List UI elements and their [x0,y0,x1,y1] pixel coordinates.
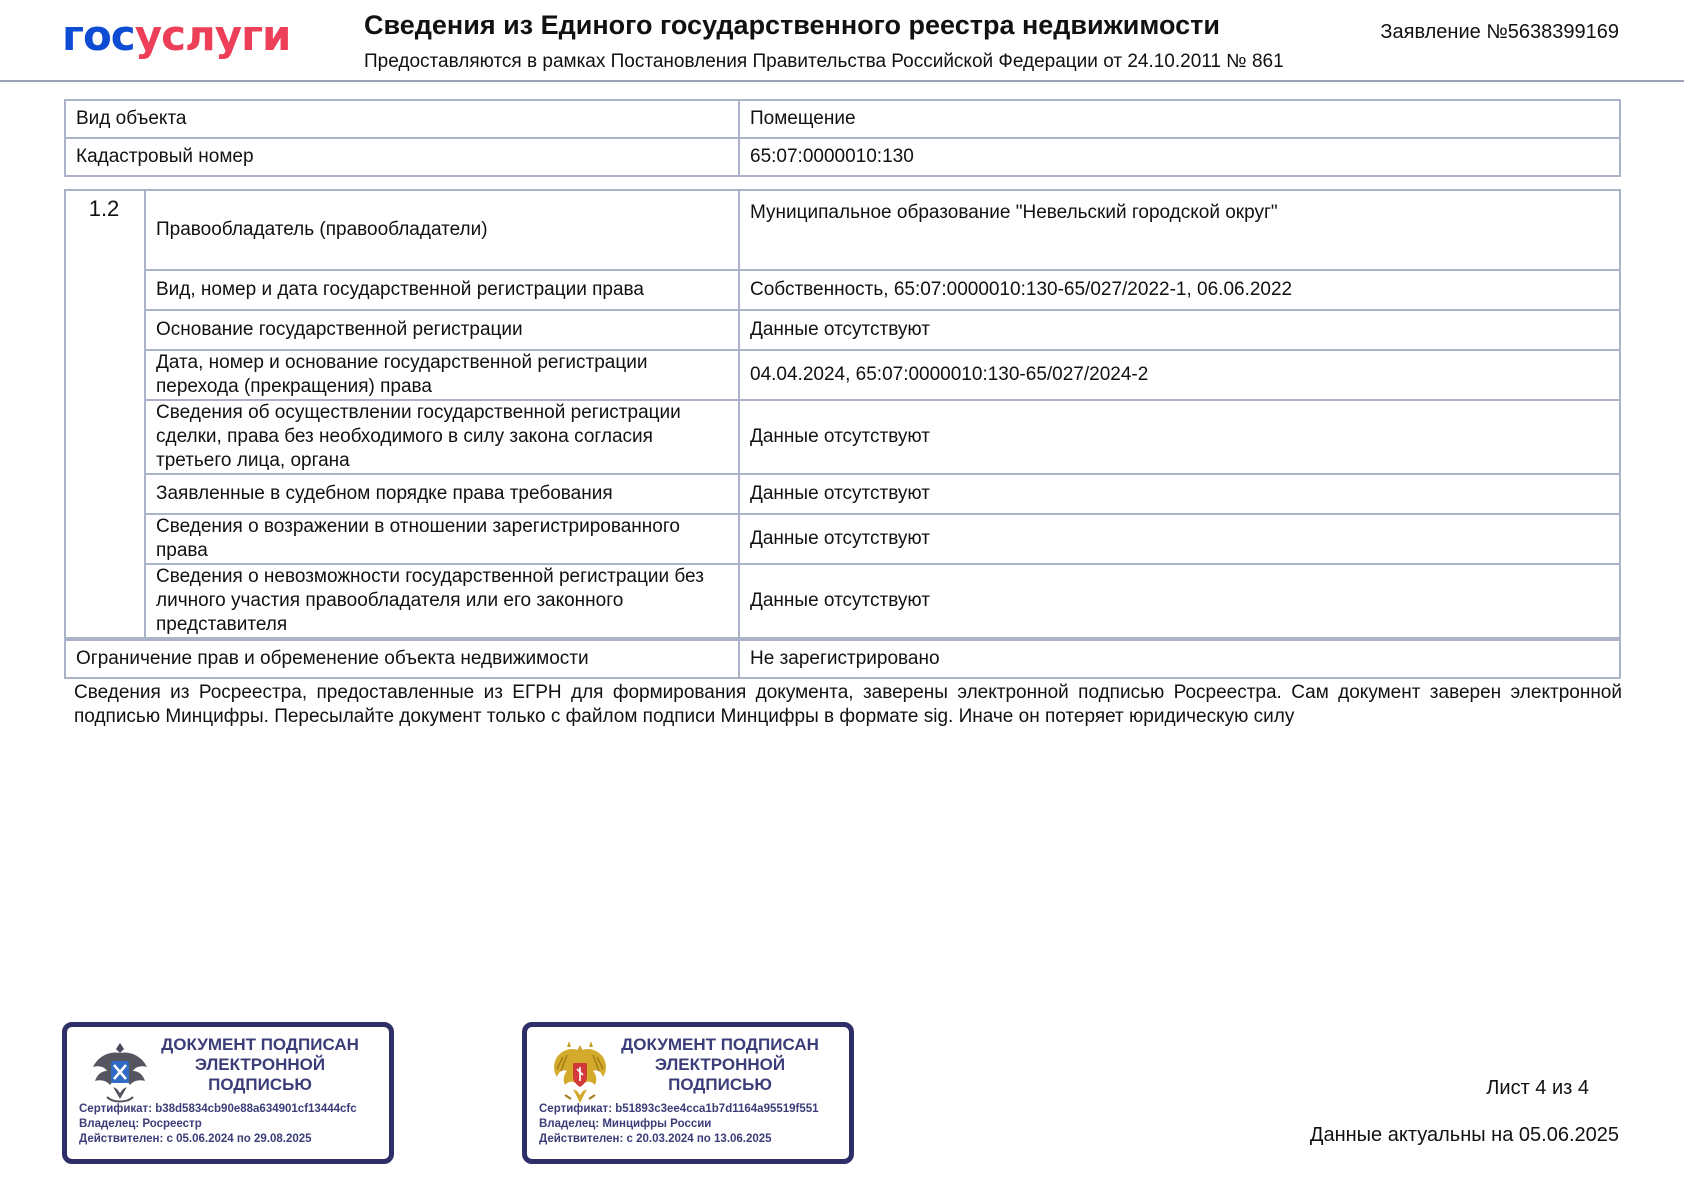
row-value: Собственность, 65:07:0000010:130-65/027/2022-1, 06.06.2022 [739,270,1620,310]
rights-table [64,189,1621,639]
stamp-title-line: ПОДПИСЬЮ [208,1075,312,1094]
document-header [0,0,1684,82]
object-type-label: Вид объекта [65,100,739,138]
stamp-owner: Владелец: Минцифры России [539,1118,712,1130]
stamp-certificate: Сертификат: b51893c3ee4cca1b7d1164a95519f551 [539,1103,819,1115]
rosreestr-eagle-icon [89,1037,151,1109]
row-label: Дата, номер и основание государственной регистрации перехода (прекращения) права [145,350,739,400]
section-number-cell [65,190,145,638]
row-value: Муниципальное образование "Невельский городской округ" [739,190,1620,270]
document-subtitle: Предоставляются в рамках Постановления Правительства Российской Федерации от 24.10.2011 № 861 [364,51,1284,72]
table-row [65,640,1620,678]
signature-stamp-mintsifry [522,1022,854,1164]
stamp-owner: Владелец: Росреестр [79,1118,202,1130]
row-value: 04.04.2024, 65:07:0000010:130-65/027/2024-2 [739,350,1620,400]
stamp-validity: Действителен: с 05.06.2024 по 29.08.2025 [79,1133,312,1145]
object-table [64,99,1621,177]
row-value: Данные отсутствуют [739,474,1620,514]
row-label: Вид, номер и дата государственной регистрации права [145,270,739,310]
table-row [65,474,1620,514]
row-label: Основание государственной регистрации [145,310,739,350]
row-label: Заявленные в судебном порядке права требования [145,474,739,514]
table-row [65,514,1620,564]
row-value: Данные отсутствуют [739,514,1620,564]
table-row [65,400,1620,474]
stamp-validity: Действителен: с 20.03.2024 по 13.06.2025 [539,1133,772,1145]
object-type-value: Помещение [739,100,1620,138]
table-row [65,350,1620,400]
table-row [65,564,1620,638]
stamp-title-line: ЭЛЕКТРОННОЙ [194,1055,326,1074]
stamp-title-line: ПОДПИСЬЮ [668,1075,772,1094]
restrictions-label: Ограничение прав и обременение объекта недвижимости [65,640,739,678]
gosuslugi-logo [62,10,291,62]
table-row [65,270,1620,310]
restrictions-table [64,639,1621,679]
restrictions-value: Не зарегистрировано [739,640,1620,678]
row-label: Правообладатель (правообладатели) [145,190,739,270]
table-row [65,138,1620,176]
logo-part2: услуги [134,11,291,60]
row-value: Данные отсутствуют [739,564,1620,638]
stamp-title-line: ЭЛЕКТРОННОЙ [654,1055,786,1074]
application-number: Заявление №5638399169 [1380,21,1619,43]
cadastral-number-value: 65:07:0000010:130 [739,138,1620,176]
stamp-title [155,1035,365,1095]
section-number: 1.2 [88,196,120,221]
stamp-title [615,1035,825,1095]
row-label: Сведения об осуществлении государственной регистрации сделки, права без необходимого в силу закона согласия третьего лица, органа [145,400,739,474]
signature-note: Сведения из Росреестра, предоставленные из ЕГРН для формирования документа, заверены электронной подписью Росреестра. Сам документ заверен электронной подписью Минцифры. Пересылайте документ только с файлом подписи Минцифры в формате sig. Иначе он потеряет юридическую силу [74,682,1622,727]
data-actual-date: Данные актуальны на 05.06.2025 [1309,1124,1619,1146]
row-label: Сведения о невозможности государственной регистрации без личного участия правообладателя или его законного представителя [145,564,739,638]
row-value: Данные отсутствуют [739,310,1620,350]
stamp-title-line: ДОКУМЕНТ ПОДПИСАН [621,1035,819,1054]
document-title: Сведения из Единого государственного реестра недвижимости [364,10,1220,40]
row-label: Сведения о возражении в отношении зарегистрированного права [145,514,739,564]
table-row [65,190,1620,270]
table-row [65,310,1620,350]
russia-coat-of-arms-icon [549,1037,611,1109]
cadastral-number-label: Кадастровый номер [65,138,739,176]
logo-part1: гос [62,11,135,60]
stamp-certificate: Сертификат: b38d5834cb90e88a634901cf13444cfc [79,1103,357,1115]
stamp-title-line: ДОКУМЕНТ ПОДПИСАН [161,1035,359,1054]
signature-stamp-rosreestr [62,1022,394,1164]
page-number: Лист 4 из 4 [1486,1077,1589,1099]
table-row [65,100,1620,138]
row-value: Данные отсутствуют [739,400,1620,474]
